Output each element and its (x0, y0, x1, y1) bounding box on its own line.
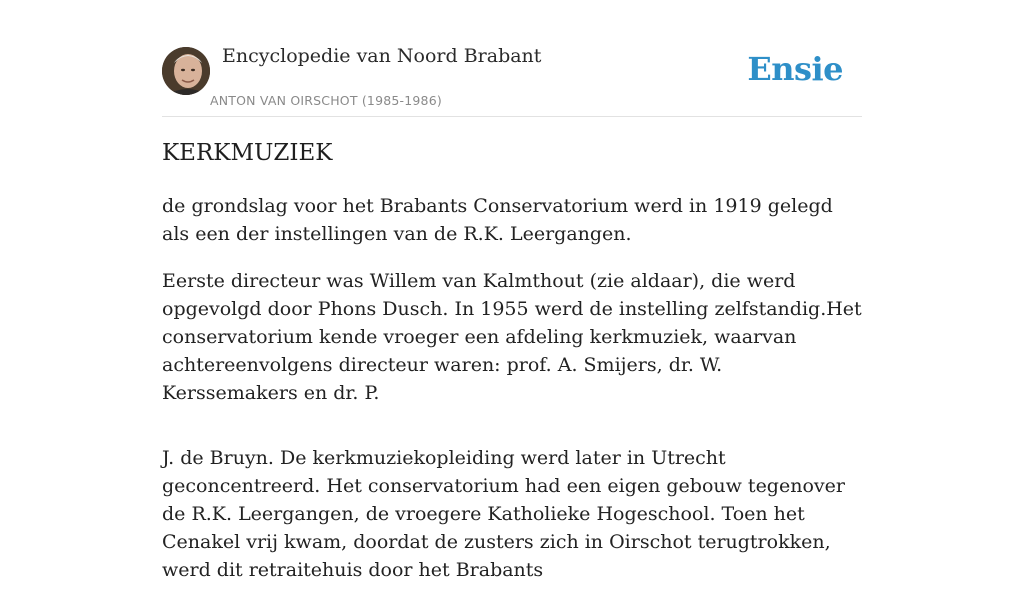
portrait-image-icon (162, 47, 210, 95)
paragraph: J. de Bruyn. De kerkmuziekopleiding werd later in Utrecht geconcentreerd. Het conservatorium had een eigen gebouw tegenover de R.K. Leergangen, de vroegere Katholieke Hogeschool. Toen het Cenakel vrij kwam, doordat de zusters zich in Oirschot terugtrokken, werd dit retraitehuis door het Brabants (162, 447, 845, 581)
header (162, 0, 862, 117)
paragraph: de grondslag voor het Brabants Conservatorium werd in 1919 gelegd als een der instellingen van de R.K. Leergangen. (162, 195, 833, 245)
encyclopedia-title[interactable]: Encyclopedie van Noord Brabant (222, 45, 542, 67)
entry-body (162, 192, 862, 603)
ensie-logo[interactable]: Ensie (747, 50, 843, 88)
page-container (162, 0, 862, 581)
paragraph: Eerste directeur was Willem van Kalmthout (zie aldaar), die werd opgevolgd door Phons Dusch. In 1955 werd de instelling zelfstandig.Het conservatorium kende vroeger een afdeling kerkmuziek, waarvan achtereenvolgens directeur waren: prof. A. Smijers, dr. W. Kerssemakers en dr. P. (162, 270, 862, 404)
author-avatar[interactable] (162, 47, 210, 95)
entry-title: KERKMUZIEK (162, 140, 333, 166)
author-name[interactable]: ANTON VAN OIRSCHOT (1985-1986) (210, 93, 442, 108)
